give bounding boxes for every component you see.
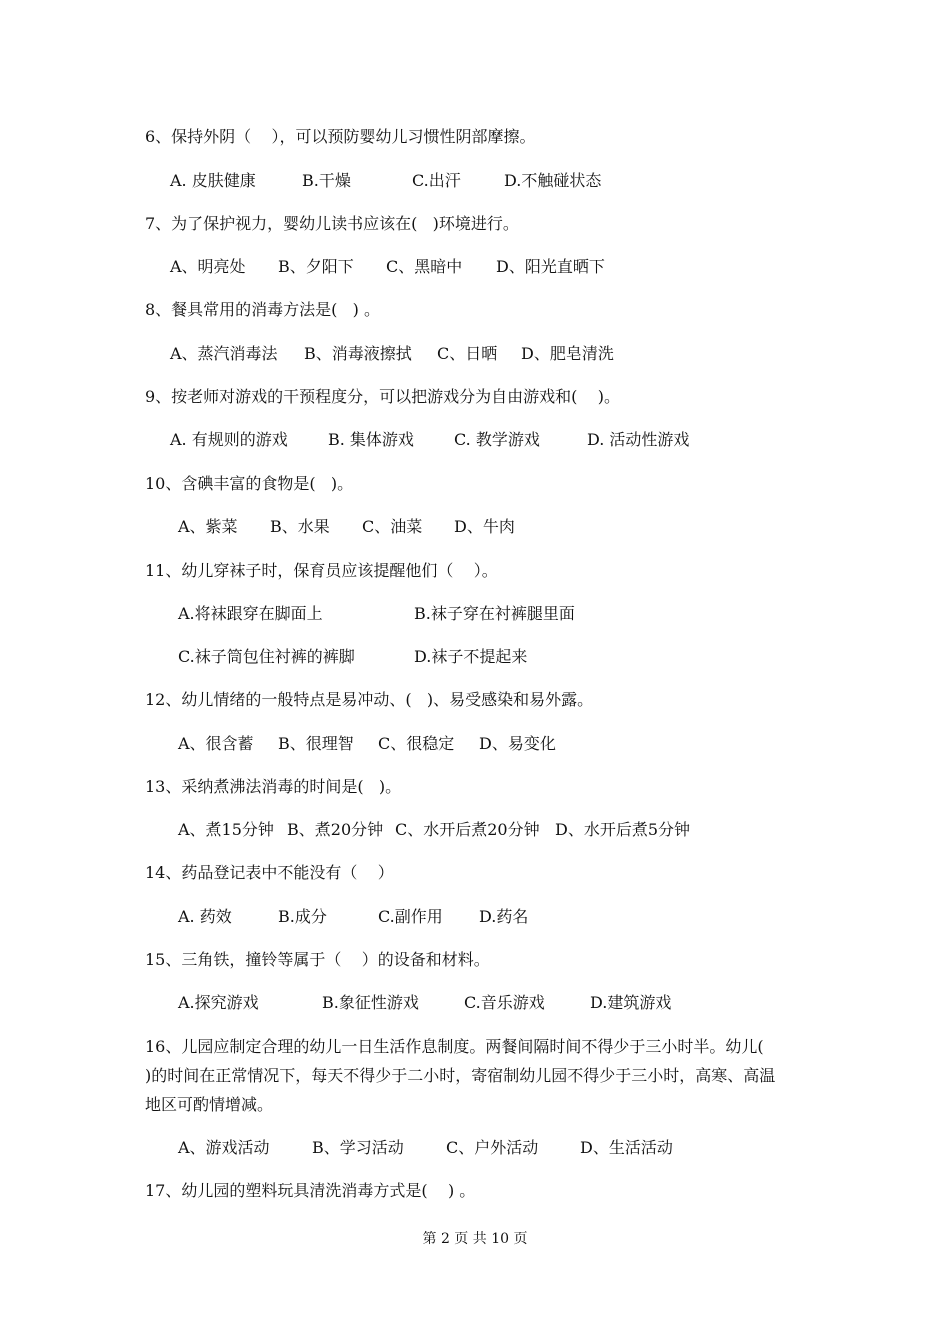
question-6-option-c: C.出汗 [412,171,461,190]
question-8-option-c: C、日晒 [437,344,498,363]
question-14-option-d: D.药名 [479,907,529,926]
question-12-option-c: C、很稳定 [378,734,455,753]
question-15-option-a: A.探究游戏 [178,993,259,1012]
question-13-option-a: A、煮15分钟 [178,820,274,839]
question-6-option-d: D.不触碰状态 [504,171,602,190]
question-14-option-a: A. 药效 [178,907,232,926]
question-12-option-d: D、易变化 [479,734,556,753]
question-12-option-b: B、很理智 [278,734,354,753]
question-16-option-d: D、生活活动 [580,1138,673,1157]
question-15-stem: 15、三角铁，撞铃等属于（ ）的设备和材料。 [145,950,490,969]
question-16-stem-line-1: 16、儿园应制定合理的幼儿一日生活作息制度。两餐间隔时间不得少于三小时半。幼儿( [145,1037,764,1056]
question-8-option-b: B、消毒液擦拭 [304,344,412,363]
question-9-option-b: B. 集体游戏 [328,430,414,449]
question-10-option-d: D、牛肉 [454,517,515,536]
page-footer: 第 2 页 共 10 页 [422,1231,528,1247]
question-12-stem: 12、幼儿情绪的一般特点是易冲动、( )、易受感染和易外露。 [145,690,594,709]
question-10-stem: 10、含碘丰富的食物是( )。 [145,474,354,493]
question-16-stem-line-3: 地区可酌情增减。 [145,1095,274,1114]
question-11-option-c: C.袜子筒包住衬裤的裤脚 [178,647,355,666]
question-13-option-b: B、煮20分钟 [287,820,384,839]
question-10-option-c: C、油菜 [362,517,423,536]
question-13-stem: 13、采纳煮沸法消毒的时间是( )。 [145,777,402,796]
question-16-option-b: B、学习活动 [312,1138,404,1157]
question-15-option-b: B.象征性游戏 [322,993,419,1012]
question-7-option-d: D、阳光直晒下 [496,257,605,276]
question-16-option-c: C、户外活动 [446,1138,539,1157]
question-6-option-b: B.干燥 [302,171,351,190]
question-9-option-d: D. 活动性游戏 [587,430,690,449]
question-9-stem: 9、按老师对游戏的干预程度分，可以把游戏分为自由游戏和( )。 [145,387,621,406]
question-6-option-a: A. 皮肤健康 [170,171,256,190]
question-10-option-b: B、水果 [270,517,330,536]
question-14-option-c: C.副作用 [378,907,443,926]
question-8-option-a: A、蒸汽消毒法 [170,344,278,363]
question-11-stem: 11、幼儿穿袜子时，保育员应该提醒他们（ ）。 [145,561,498,580]
question-7-option-b: B、夕阳下 [278,257,354,276]
question-15-option-d: D.建筑游戏 [590,993,672,1012]
question-14-option-b: B.成分 [278,907,327,926]
question-9-option-c: C. 教学游戏 [454,430,540,449]
question-8-option-d: D、肥皂清洗 [521,344,614,363]
question-7-stem: 7、为了保护视力，婴幼儿读书应该在( )环境进行。 [145,214,519,233]
question-7-option-c: C、黑暗中 [386,257,463,276]
question-8-stem: 8、餐具常用的消毒方法是( ) 。 [145,300,381,319]
question-10-option-a: A、紫菜 [178,517,238,536]
question-16-stem-line-2: )的时间在正常情况下，每天不得少于二小时，寄宿制幼儿园不得少于三小时，高寒、高温 [145,1066,776,1085]
question-14-stem: 14、药品登记表中不能没有（ ） [145,863,394,882]
question-11-option-d: D.袜子不提起来 [414,647,528,666]
question-13-option-c: C、水开后煮20分钟 [395,820,540,839]
question-13-option-d: D、水开后煮5分钟 [555,820,691,839]
question-12-option-a: A、很含蓄 [178,734,254,753]
question-17-stem: 17、幼儿园的塑料玩具清洗消毒方式是( ) 。 [145,1181,476,1200]
question-6-stem: 6、保持外阴（ ），可以预防婴幼儿习惯性阴部摩擦。 [145,127,536,146]
question-15-option-c: C.音乐游戏 [464,993,545,1012]
question-7-option-a: A、明亮处 [170,257,246,276]
question-11-option-b: B.袜子穿在衬裤腿里面 [414,604,575,623]
question-16-option-a: A、游戏活动 [178,1138,270,1157]
question-11-option-a: A.将袜跟穿在脚面上 [178,604,323,623]
question-9-option-a: A. 有规则的游戏 [170,430,288,449]
